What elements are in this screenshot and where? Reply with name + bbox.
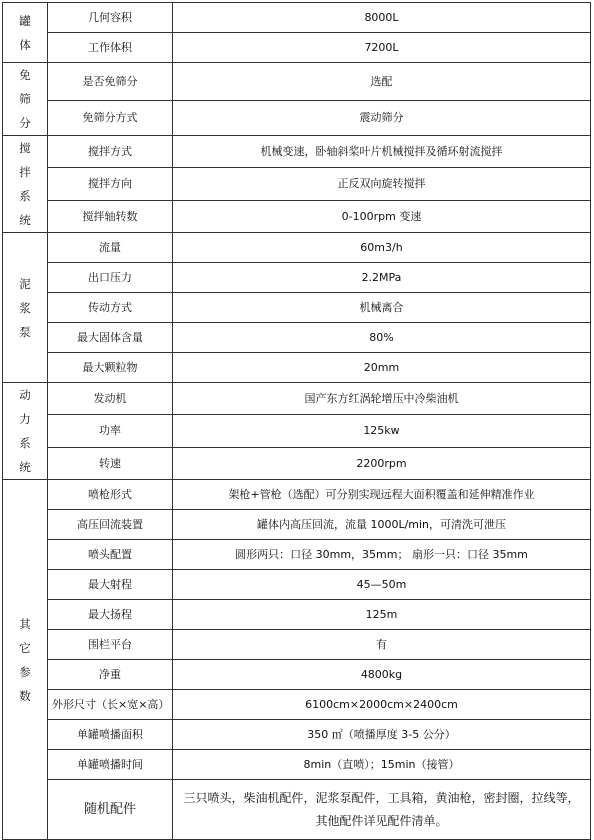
value-cell: 机械离合 [173, 293, 591, 323]
value-cell: 7200L [173, 33, 591, 63]
value-cell: 机械变速，卧轴斜桨叶片机械搅拌及循环射流搅拌 [173, 136, 591, 168]
category-label: 其它参数 [19, 616, 31, 703]
value-cell: 80% [173, 323, 591, 353]
param-cell: 最大颗粒物 [48, 353, 173, 383]
value-cell: 60m3/h [173, 233, 591, 263]
table-row [3, 480, 591, 510]
spec-table [2, 2, 591, 840]
param-cell: 几何容积 [48, 3, 173, 33]
table-row [3, 100, 591, 135]
value-cell: 选配 [173, 63, 591, 101]
value-cell: 正反双向旋转搅拌 [173, 168, 591, 200]
table-row [3, 168, 591, 200]
value-cell: 125m [173, 600, 591, 630]
param-cell: 搅拌方向 [48, 168, 173, 200]
value-cell: 有 [173, 630, 591, 660]
value-cell: 125kw [173, 415, 591, 447]
param-cell: 是否免筛分 [48, 63, 173, 101]
param-cell: 出口压力 [48, 263, 173, 293]
table-row [3, 570, 591, 600]
category-cell [3, 63, 48, 136]
table-row [3, 690, 591, 720]
category-label: 泥浆泵 [19, 276, 31, 339]
param-cell: 搅拌轴转数 [48, 200, 173, 232]
value-cell: 0-100rpm 变速 [173, 200, 591, 232]
param-cell: 搅拌方式 [48, 136, 173, 168]
table-row [3, 3, 591, 33]
table-row [3, 323, 591, 353]
param-cell: 免筛分方式 [48, 100, 173, 135]
param-cell: 单罐喷播时间 [48, 750, 173, 780]
param-cell: 围栏平台 [48, 630, 173, 660]
category-label: 罐体 [19, 13, 31, 52]
category-cell [3, 136, 48, 233]
param-cell: 净重 [48, 660, 173, 690]
category-label: 动力系统 [19, 388, 31, 474]
value-cell: 国产东方红涡轮增压中冷柴油机 [173, 383, 591, 415]
table-row [3, 383, 591, 415]
value-cell: 2200rpm [173, 447, 591, 479]
table-row [3, 660, 591, 690]
param-cell: 工作体积 [48, 33, 173, 63]
table-row [3, 750, 591, 780]
table-row [3, 720, 591, 750]
value-cell: 4800kg [173, 660, 591, 690]
param-cell: 发动机 [48, 383, 173, 415]
param-cell: 最大固体含量 [48, 323, 173, 353]
value-cell: 6100cm×2000cm×2400cm [173, 690, 591, 720]
category-cell [3, 480, 48, 840]
category-label: 搅拌系统 [19, 141, 31, 227]
param-cell: 最大扬程 [48, 600, 173, 630]
param-cell: 功率 [48, 415, 173, 447]
table-row [3, 510, 591, 540]
table-row [3, 33, 591, 63]
value-cell: 圆形两只：口径 30mm，35mm； 扇形一只：口径 35mm [173, 540, 591, 570]
table-row [3, 630, 591, 660]
param-cell: 单罐喷播面积 [48, 720, 173, 750]
param-cell: 转速 [48, 447, 173, 479]
table-row [3, 447, 591, 479]
param-cell: 最大射程 [48, 570, 173, 600]
value-cell: 三只喷头，柴油机配件，泥浆泵配件，工具箱，黄油枪，密封圈，拉线等，其他配件详见配件清单。 [173, 780, 591, 840]
category-cell [3, 3, 48, 63]
table-row [3, 540, 591, 570]
table-row [3, 200, 591, 232]
param-cell: 喷头配置 [48, 540, 173, 570]
table-row [3, 353, 591, 383]
table-row [3, 263, 591, 293]
value-cell: 45—50m [173, 570, 591, 600]
value-cell: 罐体内高压回流，流量 1000L/min，可清洗可泄压 [173, 510, 591, 540]
value-cell: 350 ㎡（喷播厚度 3-5 公分） [173, 720, 591, 750]
value-cell: 8min（直喷）；15min（接管） [173, 750, 591, 780]
value-cell: 8000L [173, 3, 591, 33]
param-cell: 喷枪形式 [48, 480, 173, 510]
param-cell: 随机配件 [48, 780, 173, 840]
category-cell [3, 383, 48, 480]
value-cell: 20mm [173, 353, 591, 383]
table-row [3, 293, 591, 323]
spec-table-body [3, 3, 591, 840]
table-row [3, 233, 591, 263]
param-cell: 传动方式 [48, 293, 173, 323]
table-row [3, 136, 591, 168]
value-cell: 2.2MPa [173, 263, 591, 293]
value-cell: 震动筛分 [173, 100, 591, 135]
category-label: 免筛分 [19, 68, 31, 130]
param-cell: 高压回流装置 [48, 510, 173, 540]
category-cell [3, 233, 48, 383]
table-row [3, 780, 591, 840]
table-row [3, 600, 591, 630]
value-cell: 架枪+管枪（选配）可分别实现远程大面积覆盖和延伸精准作业 [173, 480, 591, 510]
param-cell: 外形尺寸（长×宽×高） [48, 690, 173, 720]
table-row [3, 63, 591, 101]
param-cell: 流量 [48, 233, 173, 263]
table-row [3, 415, 591, 447]
